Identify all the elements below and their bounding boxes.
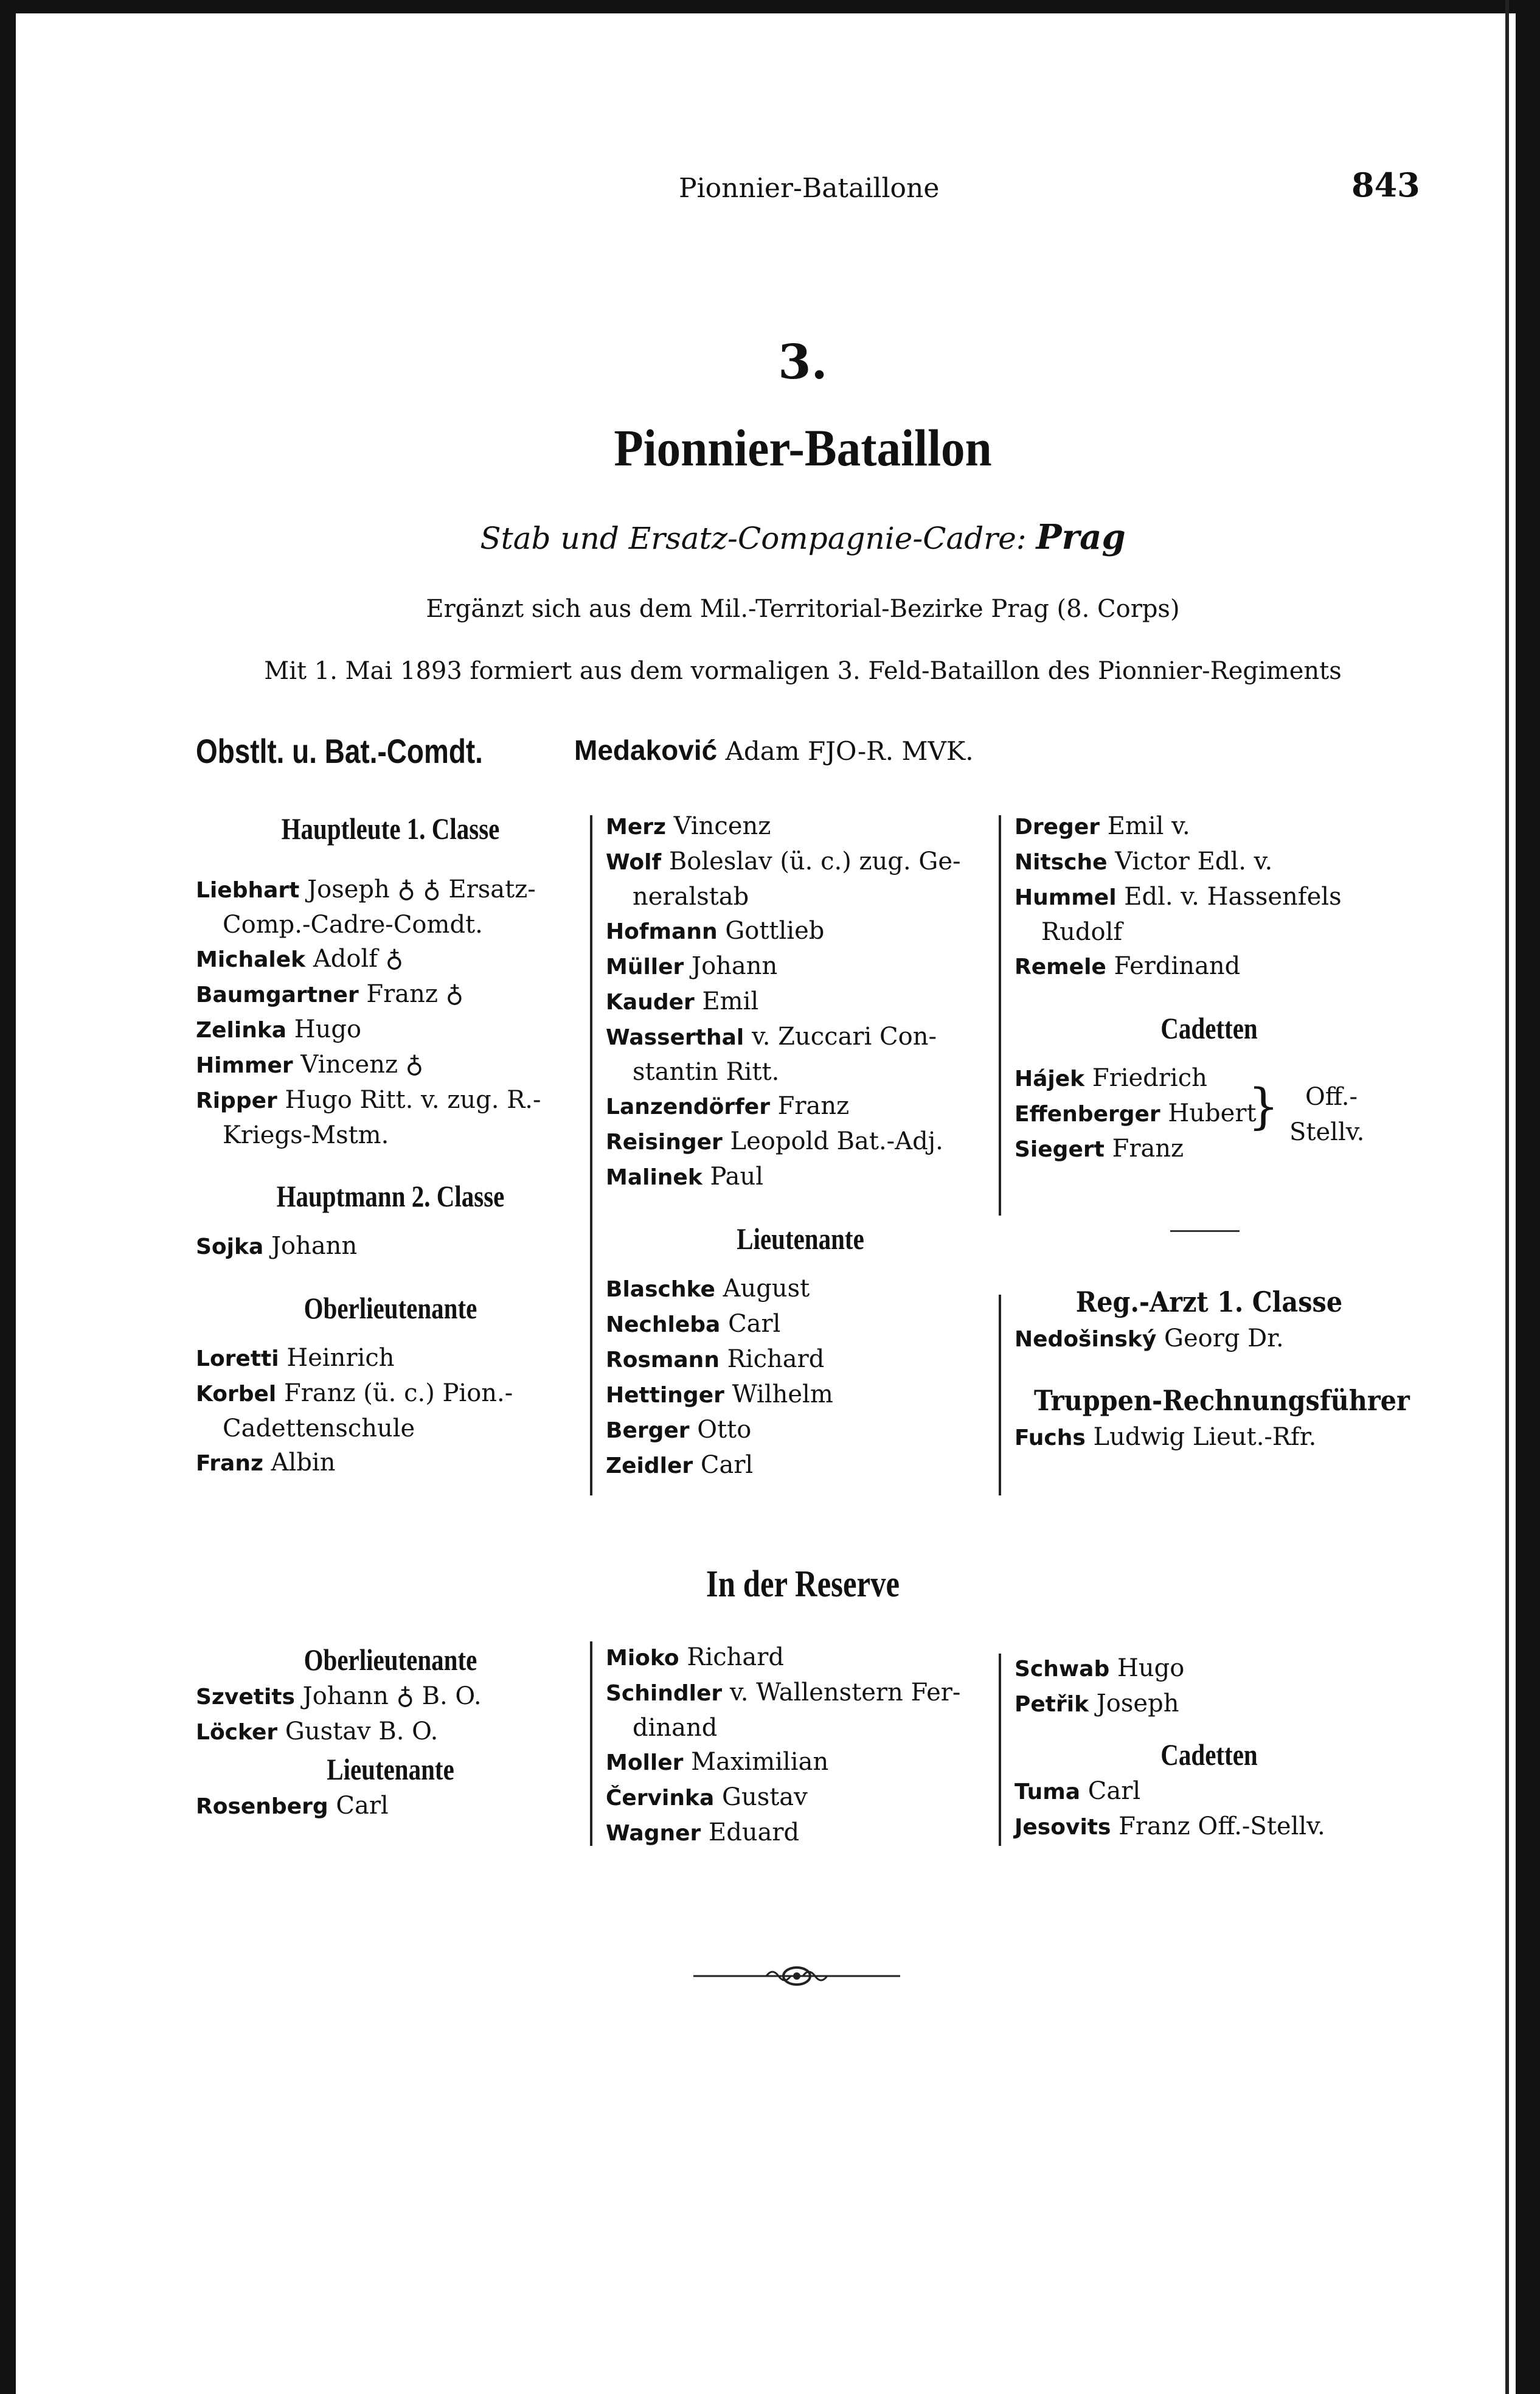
column-divider (999, 815, 1001, 1216)
list-item: Liebhart Joseph ♁ ♁ Ersatz- (196, 875, 536, 903)
list-item: Merz Vincenz (606, 812, 771, 840)
list-item: Petřik Joseph (1015, 1689, 1179, 1717)
list-item-cont: Comp.-Cadre-Comdt. (223, 911, 483, 939)
list-item: Hettinger Wilhelm (606, 1380, 833, 1408)
list-item: Löcker Gustav B. O. (196, 1717, 439, 1745)
list-item: Sojka Johann (196, 1232, 358, 1260)
commander-surname: Medaković (574, 734, 718, 766)
recruitment-note: Ergänzt sich aus dem Mil.-Territorial-Bezirke Prag (8. Corps) (426, 595, 1180, 623)
heading-reg-arzt: Reg.-Arzt 1. Classe (1075, 1286, 1343, 1318)
list-item: Kauder Emil (606, 987, 759, 1015)
list-item: Zeidler Carl (606, 1451, 754, 1479)
heading-oberlieutenante: Oberlieutenante (303, 1291, 477, 1325)
commander-rank: Obstlt. u. Bat.-Comdt. (196, 732, 483, 770)
reserve-column-3 (1015, 1651, 1404, 1845)
heading-hauptmann-2: Hauptmann 2. Classe (276, 1179, 505, 1213)
list-item: Franz Albin (196, 1449, 336, 1477)
column-divider (590, 815, 592, 1495)
list-item: Wolf Boleslav (ü. c.) zug. Ge- (606, 847, 961, 875)
list-item-cont: Rudolf (1041, 918, 1123, 946)
list-item: Siegert Franz (1015, 1135, 1184, 1163)
battalion-number: 3. (778, 335, 828, 390)
list-item: Červinka Gustav (606, 1783, 808, 1811)
ornament-divider-icon (693, 1963, 900, 1989)
column-divider (590, 1641, 592, 1846)
list-item: Hofmann Gottlieb (606, 917, 825, 945)
list-item: Blaschke August (606, 1275, 810, 1303)
heading-lieutenante: Lieutenante (737, 1222, 864, 1256)
heading-reserve-oberlieutenante: Oberlieutenante (303, 1643, 477, 1677)
list-item: Schwab Hugo (1015, 1654, 1185, 1682)
column-divider (999, 1295, 1001, 1495)
list-item: Hájek Friedrich (1015, 1064, 1207, 1092)
formation-note: Mit 1. Mai 1893 formiert aus dem vormaligen 3. Feld-Bataillon des Pionnier-Regiments (264, 657, 1342, 685)
list-item-cont: dinand (633, 1714, 718, 1742)
column-3 (1015, 809, 1404, 1167)
heading-hauptleute-1: Hauptleute 1. Classe (281, 812, 500, 846)
reserve-column-2 (606, 1640, 995, 1851)
subtitle-text: Stab und Ersatz-Compagnie-Cadre: (480, 521, 1027, 556)
list-item: Zelinka Hugo (196, 1015, 362, 1043)
list-item: Loretti Heinrich (196, 1344, 395, 1372)
list-item: Moller Maximilian (606, 1748, 829, 1776)
list-item: Remele Ferdinand (1015, 952, 1241, 980)
list-item: Mioko Richard (606, 1643, 784, 1671)
list-item: Müller Johann (606, 952, 778, 980)
list-item: Nechleba Carl (606, 1310, 781, 1338)
list-item: Rosenberg Carl (196, 1792, 389, 1820)
commander-name (574, 734, 974, 767)
list-item: Nitsche Victor Edl. v. (1015, 847, 1273, 875)
list-item: Effenberger Hubert (1015, 1099, 1257, 1127)
list-item-cont: Cadettenschule (223, 1414, 415, 1442)
running-title: Pionnier-Bataillone (679, 173, 940, 204)
column-1 (196, 809, 585, 1481)
list-item-cont: stantin Ritt. (633, 1058, 780, 1086)
list-item: Schindler v. Wallenstern Fer- (606, 1679, 961, 1707)
column-divider (999, 1654, 1001, 1846)
heading-rechnungsfuehrer: Truppen-Rechnungsführer (1034, 1384, 1410, 1417)
list-item: Hummel Edl. v. Hassenfels (1015, 883, 1342, 911)
subtitle-city: Prag (1036, 517, 1126, 557)
commander-rest: Adam FJO-R. MVK. (725, 736, 974, 766)
list-item: Szvetits Johann ♁ B. O. (196, 1682, 482, 1710)
list-item: Wagner Eduard (606, 1818, 800, 1846)
heading-reserve-lieutenante: Lieutenante (327, 1752, 454, 1786)
list-item: Himmer Vincenz ♁ (196, 1051, 423, 1079)
list-item-cont: neralstab (633, 883, 749, 911)
list-item-cont: Kriegs-Mstm. (223, 1121, 389, 1149)
list-item: Jesovits Franz Off.-Stellv. (1015, 1812, 1325, 1840)
page-number: 843 (1351, 165, 1420, 204)
column-2 (606, 809, 995, 1483)
list-item: Reisinger Leopold Bat.-Adj. (606, 1127, 943, 1155)
list-item: Fuchs Ludwig Lieut.-Rfr. (1015, 1423, 1317, 1451)
subtitle (0, 517, 1540, 557)
list-item: Korbel Franz (ü. c.) Pion.- (196, 1379, 513, 1407)
page-title: Pionnier-Bataillon (614, 419, 992, 477)
short-rule (1170, 1230, 1240, 1232)
list-item: Lanzendörfer Franz (606, 1092, 850, 1120)
column-3-lower (1015, 1282, 1410, 1455)
reserve-column-1 (196, 1640, 585, 1824)
list-item: Nedošinský Georg Dr. (1015, 1324, 1284, 1352)
heading-reserve: In der Reserve (706, 1564, 900, 1605)
heading-cadetten: Cadetten (1160, 1011, 1258, 1045)
list-item: Michalek Adolf ♁ (196, 945, 403, 973)
list-item: Malinek Paul (606, 1163, 764, 1191)
heading-reserve-cadetten: Cadetten (1160, 1738, 1258, 1772)
list-item: Dreger Emil v. (1015, 812, 1190, 840)
list-item: Berger Otto (606, 1416, 752, 1444)
cadet-note-2: Stellv. (1289, 1118, 1365, 1146)
list-item: Wasserthal v. Zuccari Con- (606, 1023, 937, 1051)
cadet-note-1: Off.- (1305, 1083, 1358, 1111)
brace: } (1248, 1078, 1279, 1135)
scan-border-top (0, 0, 1540, 13)
list-item: Baumgartner Franz ♁ (196, 980, 463, 1008)
list-item: Ripper Hugo Ritt. v. zug. R.- (196, 1086, 541, 1114)
list-item: Rosmann Richard (606, 1345, 825, 1373)
list-item: Tuma Carl (1015, 1777, 1141, 1805)
